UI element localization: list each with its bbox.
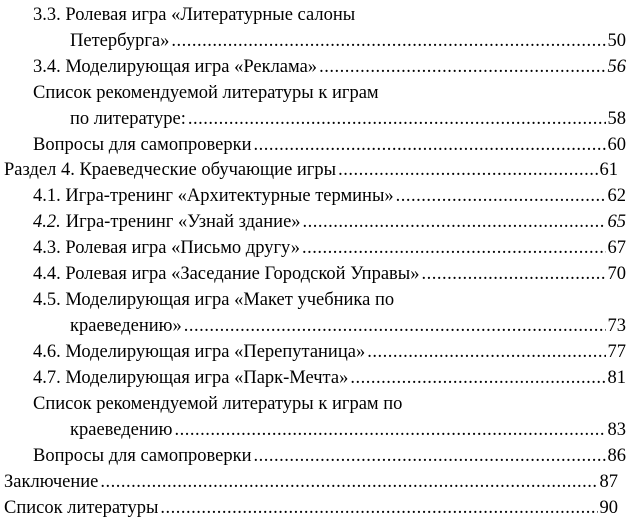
toc-page-number: 58 xyxy=(607,109,626,129)
toc-entry-4-3 xyxy=(33,237,626,259)
toc-page-number: 60 xyxy=(607,135,626,155)
toc-section-title: Раздел 4. Краеведческие обучающие игры xyxy=(4,160,337,180)
toc-entry-title: Вопросы для самопроверки xyxy=(33,135,252,155)
toc-page-number: 62 xyxy=(607,186,626,206)
toc-entry-literature-3-line2 xyxy=(70,108,626,130)
toc-page-number: 77 xyxy=(607,342,626,362)
toc-page-number: 86 xyxy=(607,446,626,466)
toc-entry-literature-4-line1 xyxy=(33,393,402,415)
toc-entry-title: 4.3. Ролевая игра «Письмо другу» xyxy=(33,238,301,258)
toc-page-number: 90 xyxy=(599,498,618,518)
toc-leader-dots xyxy=(319,56,605,78)
toc-page-number: 56 xyxy=(607,57,626,77)
toc-page-number: 83 xyxy=(607,420,626,440)
toc-page-number: 50 xyxy=(607,31,626,51)
toc-entry-title: по литературе: xyxy=(70,109,186,129)
toc-leader-dots xyxy=(184,315,606,337)
toc-leader-dots xyxy=(188,108,606,130)
toc-entry-literature-4-line2 xyxy=(70,419,626,441)
toc-entry-title: Вопросы для самопроверки xyxy=(33,446,252,466)
toc-entry-title: 4.7. Моделирующая игра «Парк-Мечта» xyxy=(33,368,349,388)
toc-entry-title: 3.3. Ролевая игра «Литературные салоны xyxy=(33,5,356,25)
toc-page-number: 81 xyxy=(607,368,626,388)
toc-section-title: Заключение xyxy=(4,472,99,492)
toc-entry-title: Список рекомендуемой литературы к играм xyxy=(33,83,379,103)
toc-entry-literature-3-line1 xyxy=(33,82,379,104)
toc-leader-dots xyxy=(396,185,606,207)
toc-entry-3-3-line1 xyxy=(33,4,355,26)
toc-entry-4-1 xyxy=(33,185,626,207)
toc-leader-dots xyxy=(367,341,605,363)
toc-entry-questions-4 xyxy=(33,445,626,467)
toc-leader-dots xyxy=(253,445,605,467)
toc-leader-dots xyxy=(350,367,605,389)
toc-entry-title: 4.5. Моделирующая игра «Макет учебника по xyxy=(33,290,395,310)
toc-entry-4-5-line1 xyxy=(33,289,394,311)
toc-leader-dots xyxy=(160,497,597,519)
toc-entry-4-5-line2 xyxy=(70,315,626,337)
toc-section-title: Список литературы xyxy=(4,498,159,518)
toc-entry-title: краеведению» xyxy=(70,316,182,336)
toc-section-4 xyxy=(4,159,618,181)
toc-leader-dots xyxy=(175,419,606,441)
toc-entry-4-7 xyxy=(33,367,626,389)
toc-leader-dots xyxy=(171,30,605,52)
toc-page-number: 87 xyxy=(599,472,618,492)
toc-entry-4-6 xyxy=(33,341,626,363)
toc-page-number: 61 xyxy=(599,160,618,180)
toc-entry-3-4 xyxy=(33,56,626,78)
toc-entry-title: Игра-тренинг «Узнай здание» xyxy=(65,212,301,232)
toc-leader-dots xyxy=(100,471,597,493)
toc-leader-dots xyxy=(421,263,605,285)
toc-entry-title: 4.6. Моделирующая игра «Перепутаница» xyxy=(33,342,366,362)
toc-leader-dots xyxy=(253,134,605,156)
toc-entry-title: Петербурга» xyxy=(70,31,170,51)
toc-leader-dots xyxy=(338,159,597,181)
toc-entry-4-4 xyxy=(33,263,626,285)
toc-entry-title: Список рекомендуемой литературы к играм по xyxy=(33,394,403,414)
toc-entry-3-3-line2 xyxy=(70,30,626,52)
toc-entry-questions-3 xyxy=(33,134,626,156)
toc-conclusion xyxy=(4,471,618,493)
toc-page-number: 65 xyxy=(607,212,626,232)
toc-page-number: 67 xyxy=(607,238,626,258)
toc-entry-4-2 xyxy=(33,211,626,233)
toc-entry-title: 4.4. Ролевая игра «Заседание Городской Управы» xyxy=(33,264,420,284)
toc-leader-dots xyxy=(303,211,606,233)
toc-leader-dots xyxy=(302,237,605,259)
toc-bibliography xyxy=(4,497,618,519)
toc-entry-title: краеведению xyxy=(70,420,173,440)
toc-entry-title: 4.1. Игра-тренинг «Архитектурные термины» xyxy=(33,186,394,206)
toc-page-number: 73 xyxy=(607,316,626,336)
toc-entry-title: 3.4. Моделирующая игра «Реклама» xyxy=(33,57,318,77)
toc-page-number: 70 xyxy=(607,264,626,284)
toc-entry-number: 4.2. xyxy=(33,212,61,232)
